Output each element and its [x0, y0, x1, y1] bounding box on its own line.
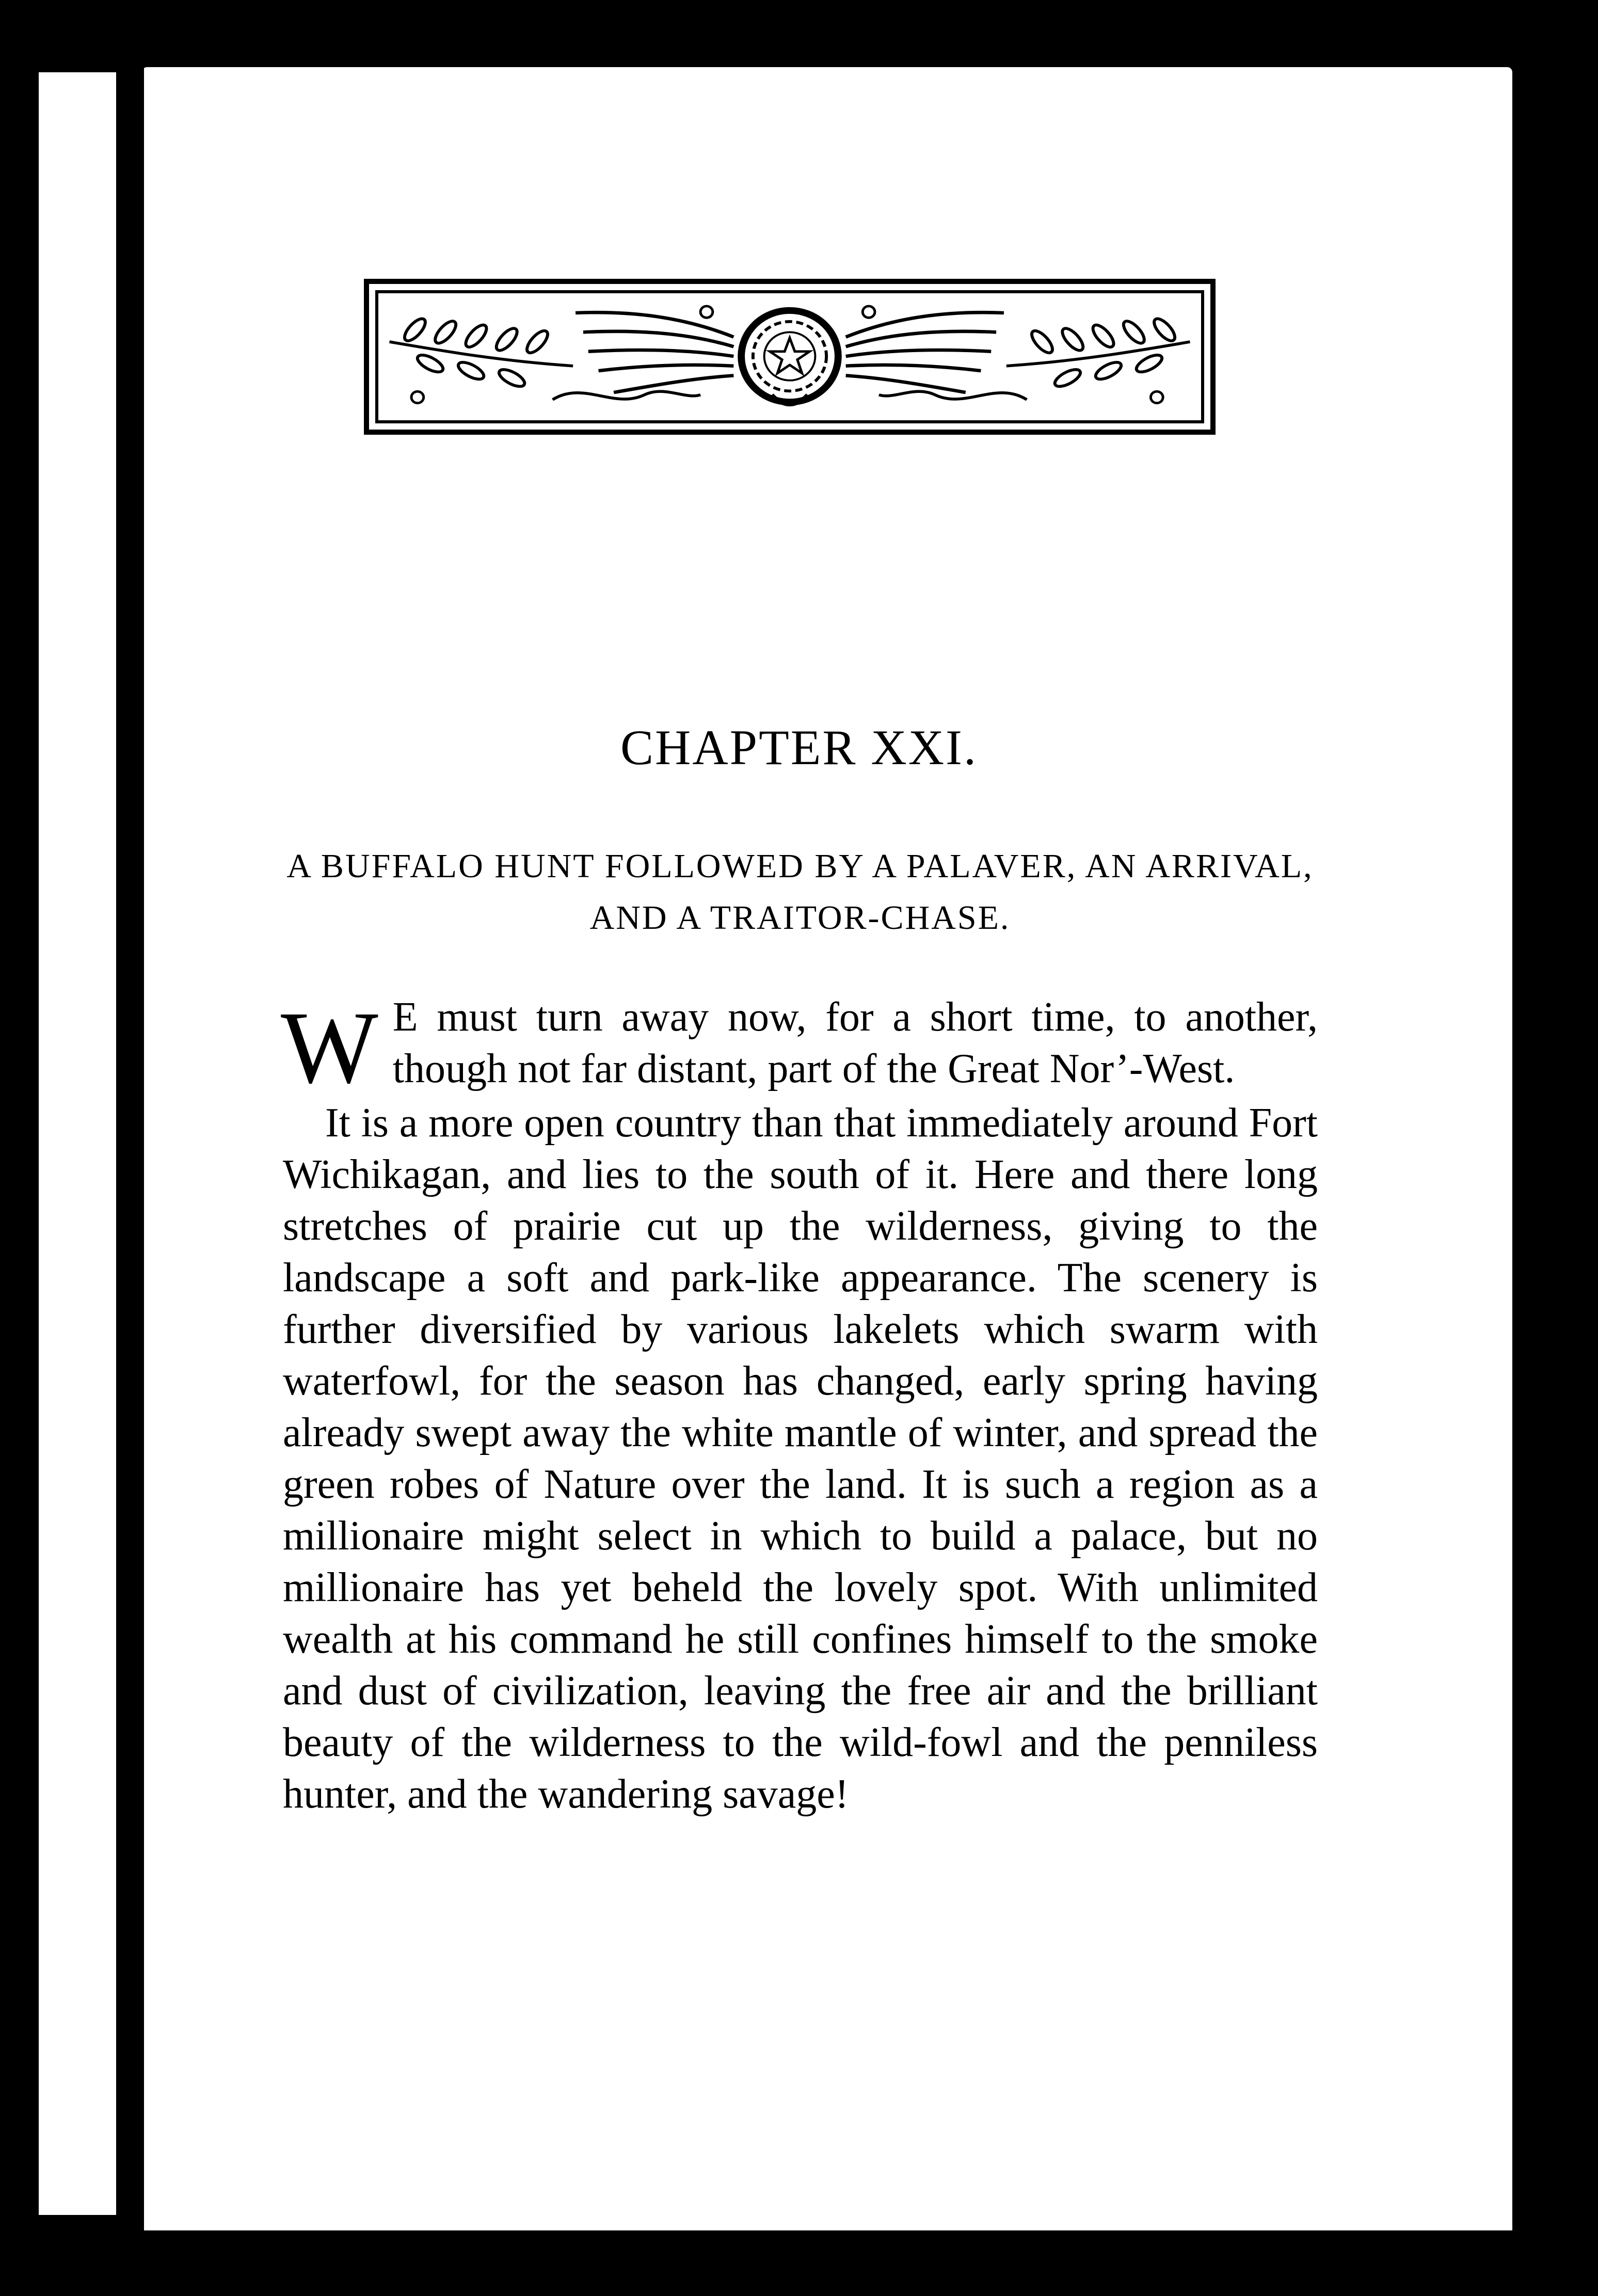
page-edge-line [142, 67, 144, 2230]
headpiece-ornament [364, 279, 1216, 435]
paragraph-1: WE must turn away now, for a short time, to another, though not far distant, part of the Great Nor’-West. [281, 991, 1318, 1105]
chapter-body [283, 991, 1318, 1820]
paragraph-2: It is a more open country than that immediately around Fort Wichikagan, and lies to the south of it. Here and there long stretches of prairie cut up the wilderness, giving to the landscape a soft and park-like appearance. The scenery is further diversified by various lakelets which swarm with waterfowl, for the season has changed, early spring having already swept away the white mantle of winter, and spread the green robes of Nature over the land. It is such a region as a millionaire might select in which to build a palace, but no millionaire has yet beheld the lovely spot. With unlimited wealth at his command he still confines himself to the smoke and dust of civilization, leaving the free air and the brilliant beauty of the wilderness to the wild-fowl and the penniless hunter, and the wandering savage! [283, 1100, 1318, 1817]
left-margin-strip [39, 72, 116, 2215]
winged-wreath-icon [369, 284, 1210, 430]
chapter-title: CHAPTER XXI. [620, 720, 978, 775]
chapter-subtitle: A BUFFALO HUNT FOLLOWED BY A PALAVER, AN ARRIVAL, AND A TRAITOR-CHASE. [286, 847, 1314, 937]
